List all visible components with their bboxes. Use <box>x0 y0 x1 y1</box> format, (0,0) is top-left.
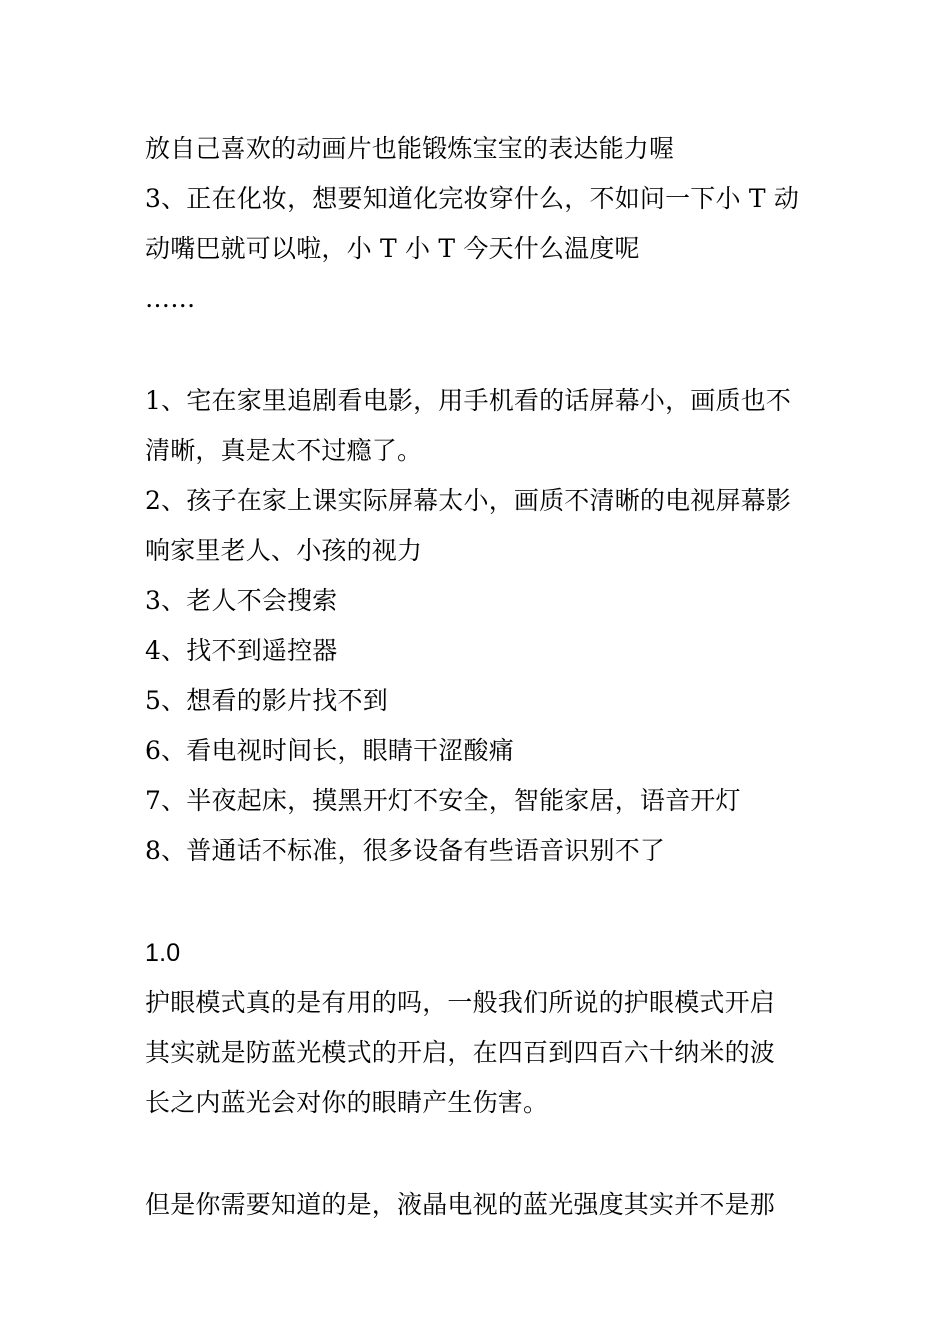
paragraph-line: 但是你需要知道的是，液晶电视的蓝光强度其实并不是那 <box>145 1190 776 1219</box>
blank-line <box>145 1128 815 1180</box>
list-item-line: 5、想看的影片找不到 <box>145 686 388 715</box>
blank-line <box>145 324 815 376</box>
ellipsis-line: …… <box>145 284 196 313</box>
list-item-line: 响家里老人、小孩的视力 <box>145 536 423 565</box>
list-item-line: 4、找不到遥控器 <box>145 636 338 665</box>
paragraph-line: 放自己喜欢的动画片也能锻炼宝宝的表达能力喔 <box>145 134 675 163</box>
list-item-line: 2、孩子在家上课实际屏幕太小，画质不清晰的电视屏幕影 <box>145 486 792 515</box>
section-heading: 1.0 <box>145 939 181 967</box>
list-item-line: 7、半夜起床，摸黑开灯不安全，智能家居，语音开灯 <box>145 786 741 815</box>
paragraph-line: 动嘴巴就可以啦，小 T 小 T 今天什么温度呢 <box>145 234 640 263</box>
paragraph-line: 长之内蓝光会对你的眼睛产生伤害。 <box>145 1088 549 1117</box>
list-item-line: 清晰，真是太不过瘾了。 <box>145 436 423 465</box>
paragraph-line: 3、正在化妆，想要知道化完妆穿什么，不如问一下小 T 动 <box>145 184 800 213</box>
paragraph-line: 其实就是防蓝光模式的开启，在四百到四百六十纳米的波 <box>145 1038 776 1067</box>
list-item-line: 6、看电视时间长，眼睛干涩酸痛 <box>145 736 514 765</box>
blank-line <box>145 876 815 928</box>
document-body <box>145 124 815 1230</box>
paragraph-line: 护眼模式真的是有用的吗，一般我们所说的护眼模式开启 <box>145 988 776 1017</box>
list-item-line: 3、老人不会搜索 <box>145 586 338 615</box>
list-item-line: 1、宅在家里追剧看电影，用手机看的话屏幕小，画质也不 <box>145 386 792 415</box>
list-item-line: 8、普通话不标准，很多设备有些语音识别不了 <box>145 836 666 865</box>
